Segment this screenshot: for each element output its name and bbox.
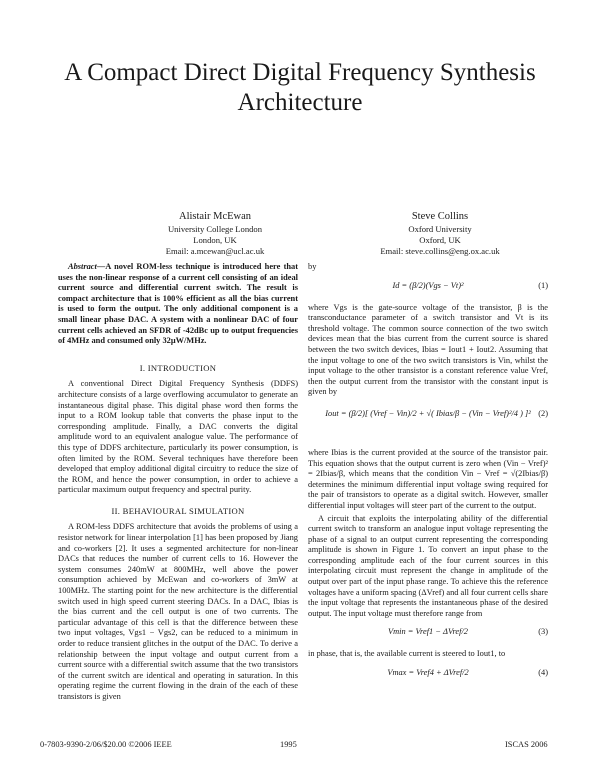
author-block-2	[340, 210, 540, 257]
body-paragraph: A circuit that exploits the interpolating ability of the differential current switch to transform an analogue input voltage representing the phase of a signal to an output current representing the corresponding amplitude is shown in Figure 1. To convert an input phase to the corresponding amplitude each of the four current sources in this interpolating circuit must represent the change in amplitude of the output over part of the input phase range. To achieve this the reference voltages have a uniform spacing (ΔVref) and all four current cells share the input voltage that represents the instantaneous phase of the desired output. The input voltage must therefore range from	[308, 513, 548, 618]
author-affiliation: Oxford University	[408, 224, 472, 234]
abstract-text: A novel ROM-less technique is introduced here that uses the non-linear response of a current cell consisting of an ideal current source and differential current switch. The result is compact architecture that is 100% efficient as all the bias current is used to form the output. The only additional component is a small linear phase DAC. A system with a nonlinear DAC of four current cells achieved an SFDR of -42dBc up to output frequencies of 4MHz and consumed only 32μW/MHz.	[58, 262, 298, 346]
footer-venue: ISCAS 2006	[505, 740, 548, 749]
author-location: London, UK	[193, 235, 237, 245]
author-name: Alistair McEwan	[178, 211, 252, 222]
author-email: Email: steve.collins@eng.ox.ac.uk	[380, 246, 500, 256]
author-block-1	[115, 210, 315, 257]
equation-1-body: Id = (β/2)(Vgs − Vt)²	[392, 280, 464, 290]
abstract-lead: Abstract—	[68, 262, 106, 271]
author-location: Oxford, UK	[419, 235, 461, 245]
author-email: Email: a.mcewan@ucl.ac.uk	[165, 246, 265, 256]
body-paragraph: where Ibias is the current provided at the source of the transistor pair. This equation shows that the output current is zero when (Vin − Vref)² = 2Ibias/β, which means that the condition Vin − Vref = √(2Ibias/β) determines the minimum differential input voltage swing required for the pair of transistors to operate as a digital switch. However, smaller differential input voltages will steer part of the current to the output.	[308, 447, 548, 510]
equation-3-body: Vmin = Vref1 − ΔVref/2	[388, 627, 468, 637]
section-heading-introduction: I. INTRODUCTION	[139, 362, 217, 373]
author-affiliation: University College London	[167, 224, 263, 234]
equation-1	[308, 281, 548, 295]
footer-copyright: 0-7803-9390-2/06/$20.00 ©2006 IEEE	[40, 740, 172, 749]
intro-paragraph: A conventional Direct Digital Frequency Synthesis (DDFS) architecture consists of a large overflowing accumulator to generate an instantaneous digital phase. This digital phase word then forms the input to a ROM lookup table that converts the phase input to the corresponding amplitude. Finally, a DAC converts the digital amplitude word to an equivalent analogue value. The performance of this type of DDFS architecture, particularly its power consumption, is often limited by the ROM. Several techniques have therefore been developed that employ additional digital circuitry to reduce the size of the ROM, and hence the power consumption, in order to achieve a particular maximum output frequency and spectral purity.	[58, 379, 298, 495]
body-paragraph: in phase, that is, the available current is steered to Iout1, to	[308, 649, 506, 659]
footer-page-number: 1995	[280, 740, 297, 749]
equation-2-body: Iout = (β/2)[ (Vref − Vin)/2 + √( Ibias/β − (Vin − Vref)²/4 ) ]²	[325, 408, 531, 418]
right-column	[308, 262, 548, 690]
equation-2-number: (2)	[538, 408, 548, 418]
body-paragraph: where Vgs is the gate-source voltage of the transistor, β is the transconductance parameter of a switch transistor and Vt is its threshold voltage. The common source connection of the two switch devices mean that the bias current from the current source is shared between the two switch devices, Ibias = Iout1 + Iout2. Assuming that the input voltage to one of the two switch transistors is Vin, whilst the input voltage to the other transistor is a constant reference value Vref, then the output current from the transistor with the constant input is given by	[308, 302, 548, 397]
equation-4	[308, 668, 548, 682]
left-column	[58, 262, 298, 705]
equation-2	[308, 406, 548, 440]
equation-3-number: (3)	[538, 627, 548, 637]
behavioural-paragraph: A ROM-less DDFS architecture that avoids the problems of using a resistor network for linear interpolation [1] has been proposed by Jiang and co-workers [2]. It uses a segmented architecture for non-linear DACs that reduces the number of current cells to 16. However the system consumes 240mW at 800MHz, well above the power consumption achieved by McEwan and co-workers of 3mW at 100MHz. The starting point for the new architecture is the differential switch used in high speed current steering DACs. In a DAC, Ibias is the bias current and the cell output is one of two currents. The particular advantage of this cell is that the difference between these two input voltages, Vgs1 − Vgs2, can be reduced to a minimum in order to reduce transient glitches in the output of the DAC. To derive a relationship between the input voltage and output current from a current source with a differential switch assume that the two transistors of the current switch are identical and operating in saturation. In this operating regime the current flowing in the drain of the each of these transistors is given	[58, 522, 298, 701]
equation-1-number: (1)	[538, 280, 548, 290]
continuation-text: by	[308, 262, 317, 271]
equation-3	[308, 627, 548, 641]
author-name: Steve Collins	[411, 211, 469, 222]
section-heading-behavioural-simulation: II. BEHAVIOURAL SIMULATION	[111, 505, 245, 516]
equation-4-number: (4)	[538, 668, 548, 678]
equation-4-body: Vmax = Vref4 + ΔVref/2	[387, 668, 469, 678]
abstract	[58, 262, 298, 347]
paper-title: A Compact Direct Digital Frequency Synthesis Architecture	[64, 59, 536, 116]
